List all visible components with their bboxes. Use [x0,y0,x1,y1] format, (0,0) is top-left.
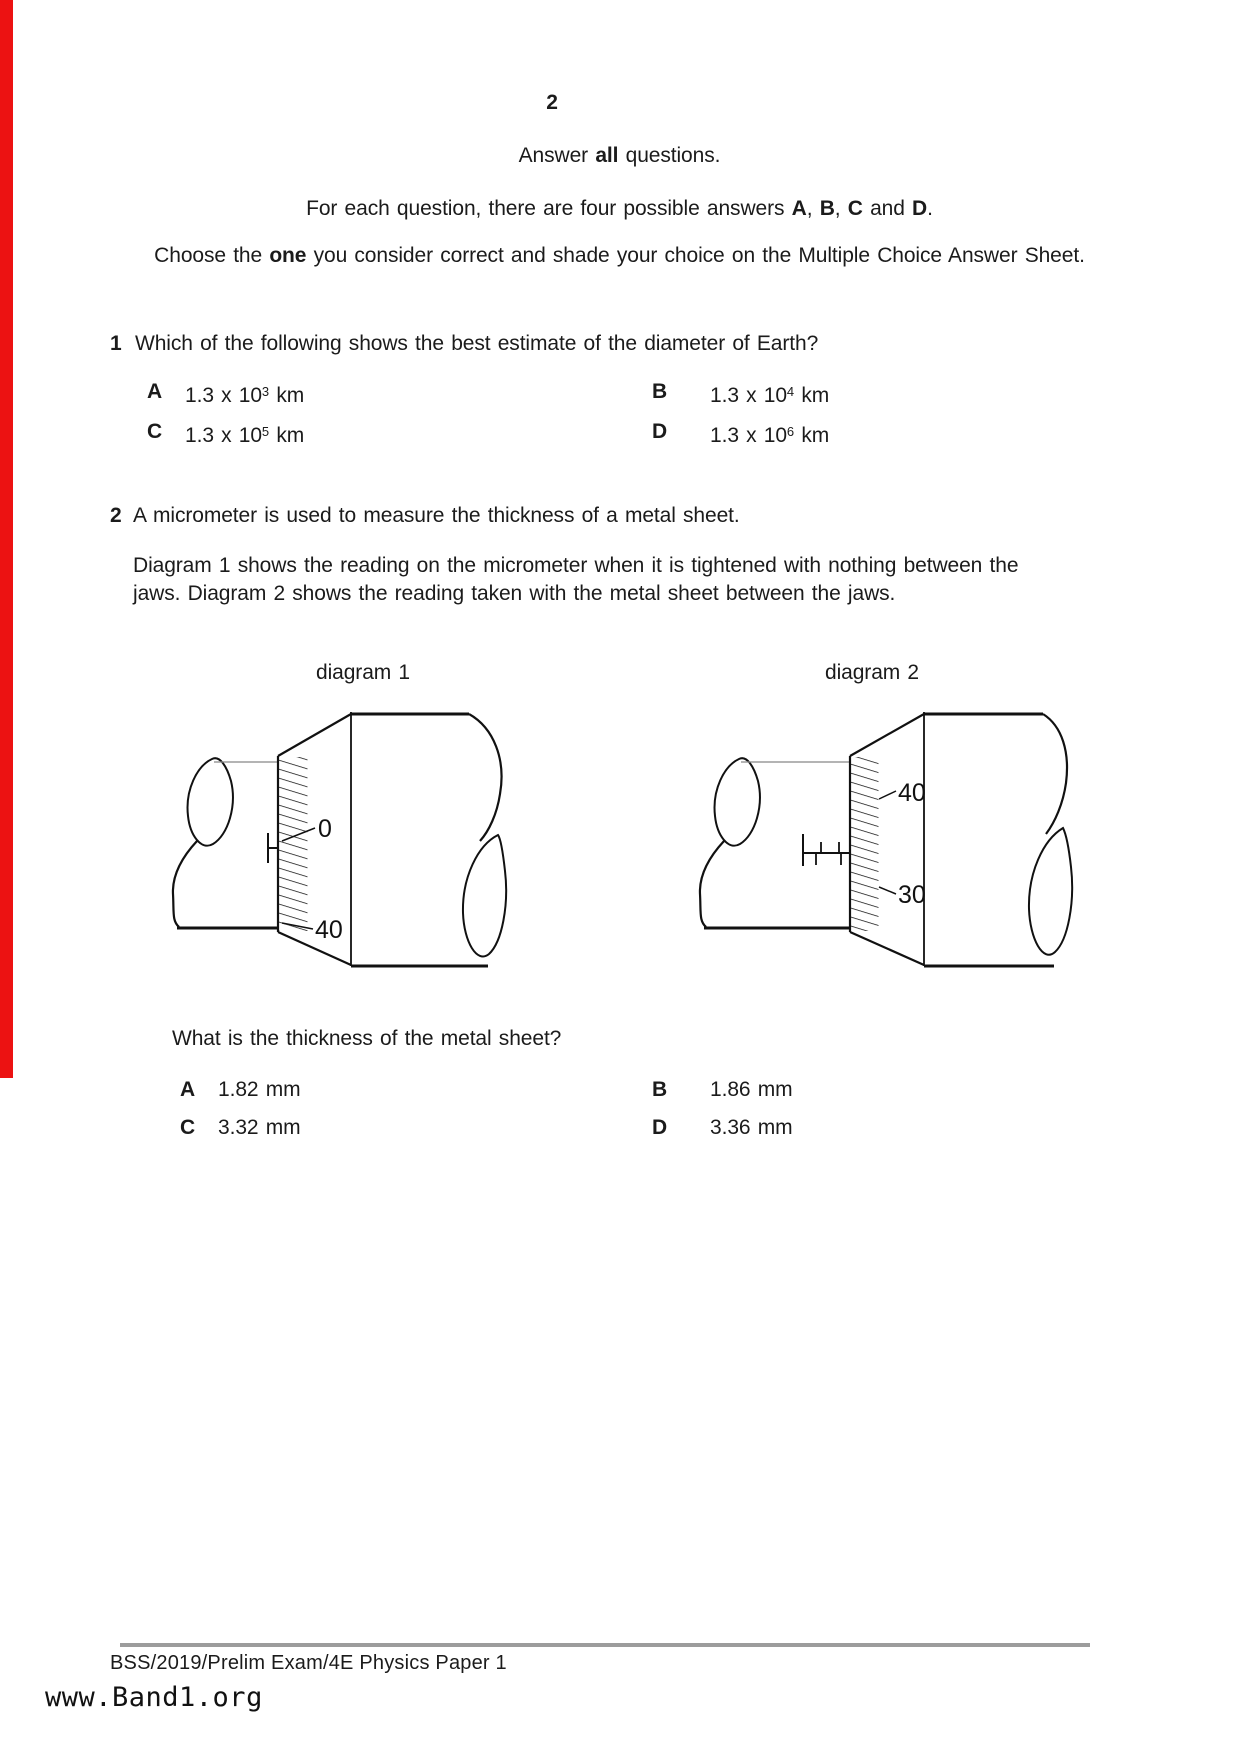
q2-option-a-letter: A [180,1078,196,1101]
instruction-line-3 [0,243,1239,268]
page-number: 2 [546,91,558,114]
instr2-c: C [847,197,863,220]
diagram-1-drawing [173,712,506,966]
micrometer-diagrams [160,700,1080,980]
d2-thimble-scale-hatching [851,757,879,931]
instruction-line-1 [0,143,1239,168]
d2-sleeve-left-curve [700,841,724,927]
instr2-a: A [791,197,807,220]
instr2-pre: For each question, there are four possible answers [306,197,792,220]
q1-option-a-letter: A [147,380,163,403]
instr2-period: . [927,197,933,220]
d1-spindle-end-hatched [188,758,233,845]
d1-thimble-scale-hatching [279,757,308,931]
q1-a-exp: 3 [261,384,270,399]
q1-option-c-value [185,419,304,448]
instr3-bold: one [269,244,307,267]
d1-frame-end-hatched [463,835,506,956]
q1-b-exp: 4 [786,384,795,399]
d1-lower-reading: 40 [315,916,343,944]
instr3-pre: Choose the [154,244,270,267]
q2-text: A micrometer is used to measure the thickness of a metal sheet. [133,504,740,527]
instr1-post: questions. [618,144,721,167]
d1-taper-top [278,714,351,756]
diagram-2-drawing [700,712,1072,966]
d1-upper-reading: 0 [318,815,332,843]
instruction-line-2 [0,196,1239,221]
q1-a-unit: km [269,384,305,407]
q1-d-base: 1.3 x 10 [710,424,787,447]
instr3-post: you consider correct and shade your choice on the Multiple Choice Answer Sheet. [306,244,1085,267]
q1-d-exp: 6 [786,424,795,439]
q1-option-d-value [710,419,829,448]
footer-website: www.Band1.org [45,1682,263,1713]
d2-upper-reading: 40 [898,779,926,807]
instr1-pre: Answer [518,144,596,167]
q2-paragraph-line-1: Diagram 1 shows the reading on the micrometer when it is tightened with nothing between the [133,554,1019,577]
d2-leader-lower [879,887,896,894]
q1-number: 1 [110,332,122,355]
q1-option-c-letter: C [147,420,163,443]
d2-barrel-right-curve [1043,714,1067,834]
d1-sleeve-left-curve [173,841,197,927]
q2-option-d-value: 3.36 mm [710,1116,793,1139]
q1-option-d-letter: D [652,420,668,443]
q1-option-b-value [710,379,829,408]
q2-option-b-letter: B [652,1078,668,1101]
q1-option-a-value [185,379,304,408]
q1-c-exp: 5 [261,424,270,439]
d2-leader-upper [879,791,896,799]
q1-c-base: 1.3 x 10 [185,424,262,447]
q2-number: 2 [110,504,122,527]
instr2-b: B [819,197,835,220]
instr2-d: D [912,197,928,220]
d2-spindle-end-hatched [715,758,760,845]
instr2-sep3: and [862,197,913,220]
instr1-bold: all [595,144,619,167]
d2-taper-bottom [850,932,924,965]
q1-d-unit: km [794,424,830,447]
instr2-sep2: , [834,197,848,220]
q1-b-unit: km [794,384,830,407]
q2-option-c-value: 3.32 mm [218,1116,301,1139]
q1-b-base: 1.3 x 10 [710,384,787,407]
d1-barrel-right-curve [469,714,502,841]
q2-paragraph-line-2: jaws. Diagram 2 shows the reading taken with the metal sheet between the jaws. [133,582,896,605]
q2-option-a-value: 1.82 mm [218,1078,301,1101]
q2-stem: What is the thickness of the metal sheet? [172,1027,562,1050]
q1-option-b-letter: B [652,380,668,403]
q2-option-c-letter: C [180,1116,196,1139]
diagram-2-label: diagram 2 [825,661,919,684]
q1-a-base: 1.3 x 10 [185,384,262,407]
footer-reference: BSS/2019/Prelim Exam/4E Physics Paper 1 [110,1652,507,1674]
d2-lower-reading: 30 [898,881,926,909]
q1-c-unit: km [269,424,305,447]
d2-taper-top [850,714,924,756]
q1-text: Which of the following shows the best estimate of the diameter of Earth? [135,332,819,355]
instr2-sep1: , [806,197,820,220]
q2-option-d-letter: D [652,1116,668,1139]
diagram-1-label: diagram 1 [316,661,410,684]
d2-main-scale [803,834,850,866]
d2-frame-end-hatched [1029,828,1072,955]
footer-divider-line [120,1643,1090,1647]
q2-option-b-value: 1.86 mm [710,1078,793,1101]
